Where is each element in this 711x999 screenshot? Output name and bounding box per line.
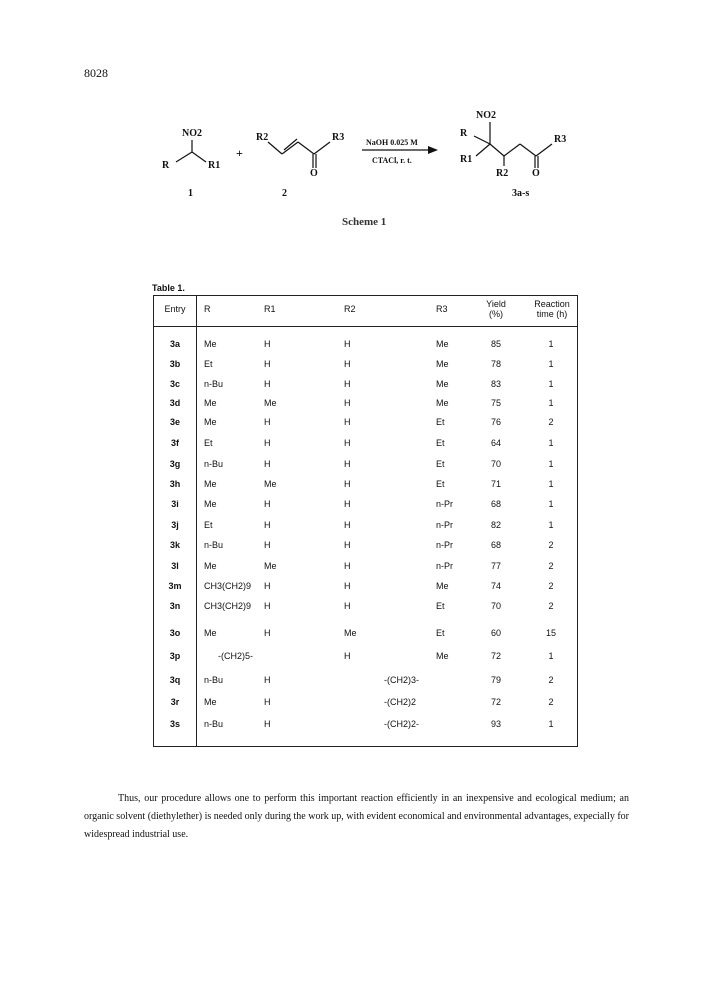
cell-r3: Et: [436, 438, 445, 448]
cell-yield: 68: [490, 540, 501, 550]
cell-r2: H: [344, 438, 351, 448]
cell-yield: 78: [490, 359, 501, 369]
cell-r1: H: [264, 339, 271, 349]
cell-time: 1: [548, 479, 554, 489]
cell-r3: Me: [436, 398, 449, 408]
table-row: [154, 672, 577, 692]
cell-entry: 3j: [171, 520, 179, 530]
results-table: [153, 295, 578, 747]
cell-r: CH3(CH2)9: [204, 601, 252, 611]
paragraph-text: Thus, our procedure allows one to perform this important reaction efficiently in an inexpensive and ecological medium; an organic solvent (diethylether) is needed only during the work up, with evident economical and environmental advantages, expecially for widespread industrial use.: [84, 793, 629, 840]
cell-r2: H: [344, 479, 351, 489]
cell-r3: Et: [436, 479, 445, 489]
cell-r3: Me: [436, 339, 449, 349]
cell-r: Me: [204, 339, 217, 349]
product-r3-label: R3: [554, 134, 567, 145]
header-entry: Entry: [164, 304, 186, 314]
cell-yield: 72: [490, 651, 501, 661]
cell-r3: Me: [436, 651, 449, 661]
nitro-group-label: NO2: [182, 128, 202, 139]
header-r3: R3: [436, 304, 448, 314]
table-row: [154, 496, 577, 516]
cell-r3: n-Pr: [436, 499, 454, 509]
cell-entry: 3c: [169, 379, 180, 389]
cell-r: Et: [204, 520, 213, 530]
cell-entry: 3f: [170, 438, 179, 448]
cell-time: 1: [548, 438, 554, 448]
cell-r2_r3: -(CH2)3-: [384, 675, 419, 685]
header-r2: R2: [344, 304, 356, 314]
cell-time: 2: [548, 675, 554, 685]
compound-2-label: 2: [282, 188, 287, 199]
cell-entry: 3k: [169, 540, 180, 550]
cell-time: 1: [548, 359, 554, 369]
cell-r1: Me: [264, 479, 277, 489]
cell-time: 1: [548, 651, 554, 661]
cell-entry: 3b: [169, 359, 181, 369]
table-row: [154, 537, 577, 557]
cell-time: 2: [548, 601, 554, 611]
cell-yield: 85: [490, 339, 501, 349]
table-row: [154, 648, 577, 668]
enone-r2-label: R2: [256, 132, 269, 143]
product-r1-label: R1: [460, 154, 473, 165]
table-row: [154, 414, 577, 434]
cell-r2: H: [344, 398, 351, 408]
table-row: [154, 395, 577, 415]
cell-r2: H: [344, 651, 351, 661]
cell-entry: 3n: [169, 601, 181, 611]
cell-r: n-Bu: [204, 379, 224, 389]
cell-r3: Me: [436, 379, 449, 389]
cell-r: Me: [204, 697, 217, 707]
cell-r2_r3: -(CH2)2-: [384, 719, 419, 729]
cell-r3: Et: [436, 601, 445, 611]
cell-entry: 3e: [169, 417, 180, 427]
cell-yield: 83: [490, 379, 501, 389]
cell-yield: 70: [490, 601, 501, 611]
cell-r1: H: [264, 540, 271, 550]
cell-r1: H: [264, 675, 271, 685]
cell-r2: H: [344, 581, 351, 591]
nitro-r1-label: R1: [208, 160, 221, 171]
header-time-unit: time (h): [536, 309, 568, 319]
cell-r: Et: [204, 438, 213, 448]
cell-r2: H: [344, 459, 351, 469]
condition-catalyst: CTACl, r. t.: [372, 156, 412, 165]
product-r2-label: R2: [496, 168, 509, 179]
body-paragraph: [84, 790, 629, 844]
table-row: [154, 456, 577, 476]
header-yield-label: Yield: [486, 299, 506, 309]
cell-r1: H: [264, 359, 271, 369]
cell-time: 1: [548, 398, 554, 408]
cell-entry: 3p: [169, 651, 181, 661]
cell-yield: 70: [490, 459, 501, 469]
reaction-scheme: [140, 108, 590, 228]
nitro-r-label: R: [162, 160, 170, 171]
cell-r3: Et: [436, 628, 445, 638]
cell-yield: 93: [490, 719, 501, 729]
cell-r2: Me: [344, 628, 357, 638]
compound-1-label: 1: [188, 188, 193, 199]
cell-r2: H: [344, 601, 351, 611]
header-time: [530, 299, 574, 319]
table-row: [154, 376, 577, 396]
cell-r3: Me: [436, 581, 449, 591]
cell-yield: 72: [490, 697, 501, 707]
header-r: R: [204, 304, 211, 314]
cell-yield: 77: [490, 561, 501, 571]
table-row: [154, 694, 577, 714]
cell-entry: 3o: [169, 628, 181, 638]
cell-time: 2: [548, 697, 554, 707]
cell-r: Me: [204, 628, 217, 638]
cell-yield: 71: [490, 479, 501, 489]
cell-entry: 3h: [169, 479, 181, 489]
cell-r1: H: [264, 628, 271, 638]
product-nitro-label: NO2: [476, 110, 496, 121]
cell-r2: H: [344, 379, 351, 389]
cell-time: 1: [548, 459, 554, 469]
table-row: [154, 558, 577, 578]
cell-r2: H: [344, 417, 351, 427]
cell-r1: Me: [264, 561, 277, 571]
cell-r1: H: [264, 601, 271, 611]
cell-r: CH3(CH2)9: [204, 581, 252, 591]
cell-r2: H: [344, 540, 351, 550]
cell-r1: H: [264, 438, 271, 448]
cell-r1: H: [264, 417, 271, 427]
cell-r2: H: [344, 520, 351, 530]
scheme-caption: Scheme 1: [342, 216, 387, 228]
cell-r3: n-Pr: [436, 520, 454, 530]
cell-yield: 64: [490, 438, 501, 448]
cell-r1: H: [264, 379, 271, 389]
cell-yield: 68: [490, 499, 501, 509]
cell-entry: 3l: [171, 561, 179, 571]
table-row: [154, 716, 577, 736]
cell-time: 2: [548, 581, 554, 591]
cell-r1: H: [264, 459, 271, 469]
cell-r1: H: [264, 697, 271, 707]
table-row: [154, 476, 577, 496]
cell-r1: H: [264, 499, 271, 509]
cell-r: n-Bu: [204, 675, 224, 685]
cell-r1: Me: [264, 398, 277, 408]
cell-time: 2: [548, 417, 554, 427]
cell-entry: 3d: [169, 398, 181, 408]
enone-r3-label: R3: [332, 132, 345, 143]
cell-r2: H: [344, 499, 351, 509]
cell-r2_r3: -(CH2)2: [384, 697, 417, 707]
table-title: Table 1.: [152, 283, 185, 293]
product-oxygen-label: O: [532, 168, 540, 179]
cell-entry: 3a: [169, 339, 180, 349]
table-row: [154, 625, 577, 645]
cell-r3: Me: [436, 359, 449, 369]
cell-r: Me: [204, 417, 217, 427]
cell-yield: 74: [490, 581, 501, 591]
enone-oxygen-label: O: [310, 168, 318, 179]
cell-time: 1: [548, 379, 554, 389]
cell-yield: 79: [490, 675, 501, 685]
cell-yield: 82: [490, 520, 501, 530]
cell-time: 1: [548, 719, 554, 729]
cell-time: 1: [548, 499, 554, 509]
cell-yield: 60: [490, 628, 501, 638]
cell-r2: H: [344, 561, 351, 571]
table-row: [154, 356, 577, 376]
table-row: [154, 598, 577, 618]
cell-time: 1: [548, 520, 554, 530]
cell-entry: 3q: [169, 675, 181, 685]
cell-r3: Et: [436, 417, 445, 427]
cell-r3: n-Pr: [436, 561, 454, 571]
table-header: [154, 296, 577, 327]
cell-r: Me: [204, 479, 217, 489]
table-row: [154, 336, 577, 356]
cell-time: 1: [548, 339, 554, 349]
compound-3-label: 3a-s: [512, 188, 530, 199]
cell-entry: 3m: [168, 581, 182, 591]
table-row: [154, 517, 577, 537]
header-time-label: Reaction: [534, 299, 570, 309]
plus-sign: +: [236, 146, 243, 160]
cell-time: 2: [548, 540, 554, 550]
header-yield: [476, 299, 516, 319]
header-yield-unit: (%): [489, 309, 503, 319]
cell-r: Me: [204, 398, 217, 408]
cell-r2: H: [344, 359, 351, 369]
cell-r_r1: -(CH2)5-: [218, 651, 253, 661]
cell-r1: H: [264, 581, 271, 591]
cell-r3: Et: [436, 459, 445, 469]
cell-r: n-Bu: [204, 540, 224, 550]
cell-r: n-Bu: [204, 459, 224, 469]
page-number: 8028: [84, 66, 108, 80]
cell-entry: 3i: [171, 499, 179, 509]
header-r1: R1: [264, 304, 276, 314]
cell-entry: 3r: [170, 697, 180, 707]
cell-r: Et: [204, 359, 213, 369]
cell-r: n-Bu: [204, 719, 224, 729]
cell-r1: H: [264, 520, 271, 530]
table-row: [154, 435, 577, 455]
cell-yield: 76: [490, 417, 501, 427]
cell-time: 15: [545, 628, 556, 638]
cell-yield: 75: [490, 398, 501, 408]
table-row: [154, 578, 577, 598]
cell-time: 2: [548, 561, 554, 571]
condition-base: NaOH 0.025 M: [366, 138, 418, 147]
cell-r1: H: [264, 719, 271, 729]
cell-r2: H: [344, 339, 351, 349]
cell-entry: 3g: [169, 459, 181, 469]
product-r-label: R: [460, 128, 468, 139]
cell-entry: 3s: [169, 719, 180, 729]
cell-r: Me: [204, 561, 217, 571]
cell-r3: n-Pr: [436, 540, 454, 550]
cell-r: Me: [204, 499, 217, 509]
